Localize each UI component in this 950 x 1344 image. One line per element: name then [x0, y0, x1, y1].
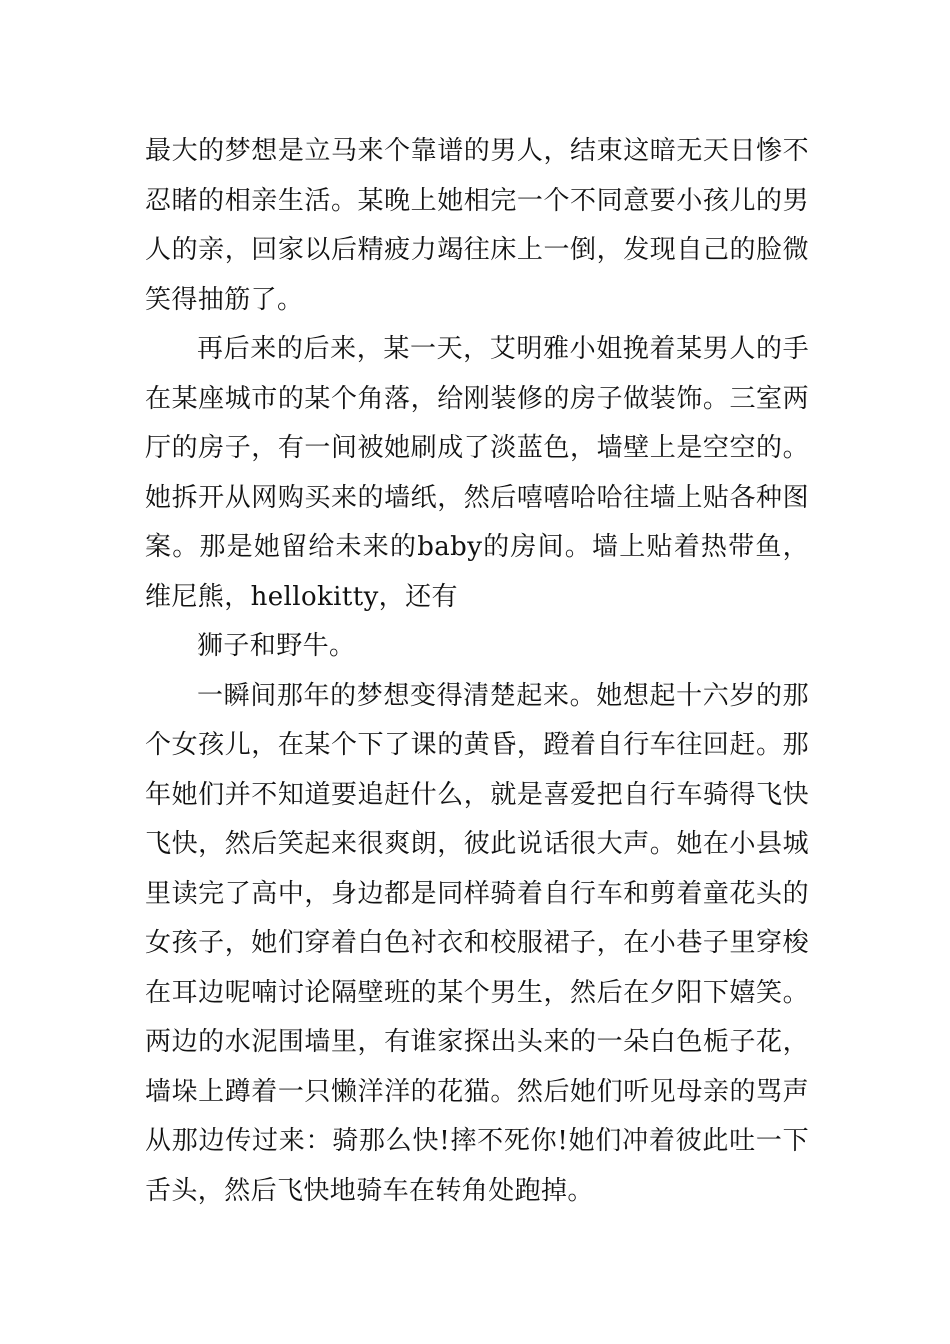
paragraph-4: 一瞬间那年的梦想变得清楚起来。她想起十六岁的那个女孩儿，在某个下了课的黄昏，蹬着自行车往回赶。那年她们并不知道要追赶什么，就是喜爱把自行车骑得飞快飞快，然后笑起来很爽朗，彼此说话很大声。她在小县城里读完了高中，身边都是同样骑着自行车和剪着童花头的女孩子，她们穿着白色衬衣和校服裙子，在小巷子里穿梭在耳边呢喃讨论隔壁班的某个男生，然后在夕阳下嬉笑。两边的水泥围墙里，有谁家探出头来的一朵白色栀子花，墙垛上蹲着一只懒洋洋的花猫。然后她们听见母亲的骂声从那边传过来：骑那么快!摔不死你!她们冲着彼此吐一下舌头，然后飞快地骑车在转角处跑掉。 — [145, 680, 809, 1206]
document-body — [145, 127, 809, 1216]
paragraph-2: 再后来的后来，某一天，艾明雅小姐挽着某男人的手在某座城市的某个角落，给刚装修的房子做装饰。三室两厅的房子，有一间被她刷成了淡蓝色，墙壁上是空空的。她拆开从网购买来的墙纸，然后嘻嘻哈哈往墙上贴各种图案。那是她留给未来的baby的房间。墙上贴着热带鱼，维尼熊，hellokitty，还有 — [145, 334, 809, 612]
paragraph-3: 狮子和野牛。 — [197, 631, 356, 661]
paragraph-1: 最大的梦想是立马来个靠谱的男人，结束这暗无天日惨不忍睹的相亲生活。某晚上她相完一个不同意要小孩儿的男人的亲，回家以后精疲力竭往床上一倒，发现自己的脸微笑得抽筋了。 — [145, 136, 809, 315]
